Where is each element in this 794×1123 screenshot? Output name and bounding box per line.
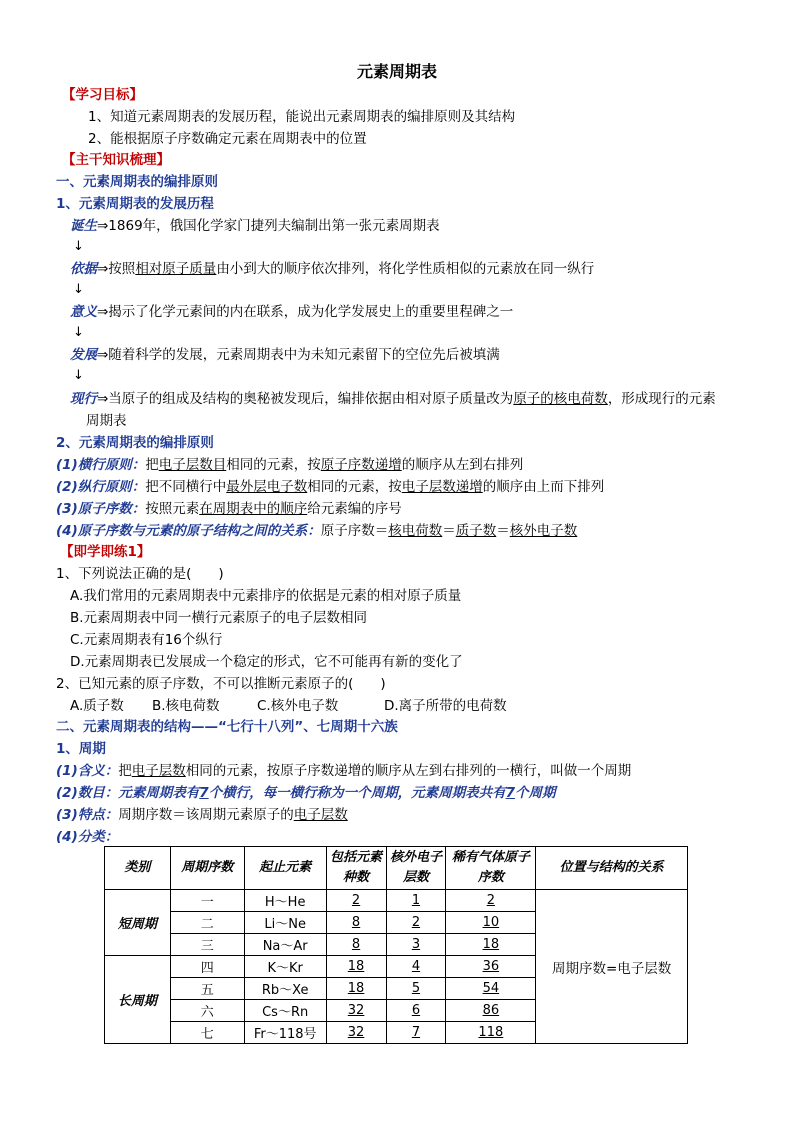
- table-row: 五 Rb～Xe 18 5 54: [105, 978, 688, 1000]
- table-row: 短周期 一 H～He 2 1 2 周期序数=电子层数: [105, 890, 688, 912]
- page-title: 元素周期表: [356, 62, 437, 81]
- option: A.质子数: [70, 698, 124, 714]
- history-item: 意义⇒揭示了化学元素间的内在联系，成为化学发展史上的重要里程碑之一: [70, 304, 514, 320]
- period-table: [104, 846, 688, 1044]
- table-header: 起止元素: [244, 847, 326, 890]
- period-count: (2)数目：元素周期表有7个横行，每一横行称为一个周期，元素周期表共有7个周期: [56, 785, 556, 801]
- table-row: 六 Cs～Rn 32 6 86: [105, 1000, 688, 1022]
- history-label: 意义: [70, 304, 97, 320]
- section1-sub1: 1、元素周期表的发展历程: [56, 196, 214, 212]
- option: D.元素周期表已发展成一个稳定的形式，它不可能再有新的变化了: [70, 654, 463, 670]
- period-feature: (3)特点：周期序数＝该周期元素原子的电子层数: [56, 807, 348, 823]
- short-period-label: 短周期: [105, 890, 171, 956]
- option: B.元素周期表中同一横行元素原子的电子层数相同: [70, 610, 368, 626]
- option: D.离子所带的电荷数: [384, 698, 507, 714]
- rule-atomic-number: (3)原子序数：按照元素在周期表中的顺序给元素编的序号: [56, 501, 402, 517]
- down-arrow-icon: ↓: [73, 368, 84, 383]
- objective-item: 1、知道元素周期表的发展历程，能说出元素周期表的编排原则及其结构: [88, 109, 516, 125]
- history-item: 现行⇒当原子的组成及结构的奥秘被发现后，编排依据由相对原子质量改为原子的核电荷数，形成现行的元素: [70, 391, 716, 407]
- objective-item: 2、能根据原子序数确定元素在周期表中的位置: [88, 131, 367, 147]
- rule-relationship: (4)原子序数与元素的原子结构之间的关系：原子序数＝核电荷数＝质子数＝核外电子数: [56, 523, 578, 539]
- practice-header: 【即学即练1】: [60, 544, 151, 560]
- relation-cell: 周期序数=电子层数: [536, 890, 688, 1044]
- long-period-label: 长周期: [105, 956, 171, 1044]
- history-item: 依据⇒按照相对原子质量由小到大的顺序依次排列，将化学性质相似的元素放在同一纵行: [70, 261, 595, 277]
- section2-title: 二、元素周期表的结构——“七行十八列”、七周期十六族: [56, 719, 398, 735]
- table-header-row: [105, 847, 688, 890]
- objectives-header: 【学习目标】: [62, 87, 143, 103]
- table-header: 包括元素种数: [326, 847, 386, 890]
- knowledge-header: 【主干知识梳理】: [62, 152, 170, 168]
- classification-label: (4)分类：: [56, 829, 119, 845]
- history-item: 发展⇒随着科学的发展，元素周期表中为未知元素留下的空位先后被填满: [70, 347, 500, 363]
- history-label: 诞生: [70, 218, 97, 234]
- section2-sub1: 1、周期: [56, 741, 106, 757]
- period-definition: (1)含义：把电子层数相同的元素，按原子序数递增的顺序从左到右排列的一横行，叫做一个周期: [56, 763, 632, 779]
- option: B.核电荷数: [152, 698, 220, 714]
- section1-title: 一、元素周期表的编排原则: [56, 174, 218, 190]
- down-arrow-icon: ↓: [73, 239, 84, 254]
- table-row: 三 Na～Ar 8 3 18: [105, 934, 688, 956]
- down-arrow-icon: ↓: [73, 282, 84, 297]
- table-row: 长周期 四 K～Kr 18 4 36: [105, 956, 688, 978]
- table-header: 周期序数: [170, 847, 244, 890]
- history-label: 现行: [70, 391, 97, 407]
- table-header: 稀有气体原子序数: [446, 847, 536, 890]
- table-row: 二 Li～Ne 8 2 10: [105, 912, 688, 934]
- history-label: 依据: [70, 261, 97, 277]
- history-item: 诞生⇒1869年，俄国化学家门捷列夫编制出第一张元素周期表: [70, 218, 440, 234]
- rule-horizontal: (1)横行原则：把电子层数目相同的元素，按原子序数递增的顺序从左到右排列: [56, 457, 524, 473]
- down-arrow-icon: ↓: [73, 325, 84, 340]
- option: C.核外电子数: [257, 698, 339, 714]
- table-row: 七 Fr～118号 32 7 118: [105, 1022, 688, 1044]
- table-header: 位置与结构的关系: [536, 847, 688, 890]
- question-1: 1、下列说法正确的是( ): [56, 566, 224, 582]
- option: C.元素周期表有16个纵行: [70, 632, 223, 648]
- history-label: 发展: [70, 347, 97, 363]
- option: A.我们常用的元素周期表中元素排序的依据是元素的相对原子质量: [70, 588, 462, 604]
- history-continuation: 周期表: [86, 413, 127, 429]
- question-2: 2、已知元素的原子序数，不可以推断元素原子的( ): [56, 676, 386, 692]
- rule-vertical: (2)纵行原则：把不同横行中最外层电子数相同的元素，按电子层数递增的顺序由上而下排列: [56, 479, 605, 495]
- section1-sub2: 2、元素周期表的编排原则: [56, 435, 214, 451]
- table-header: 类别: [105, 847, 171, 890]
- table-header: 核外电子层数: [386, 847, 446, 890]
